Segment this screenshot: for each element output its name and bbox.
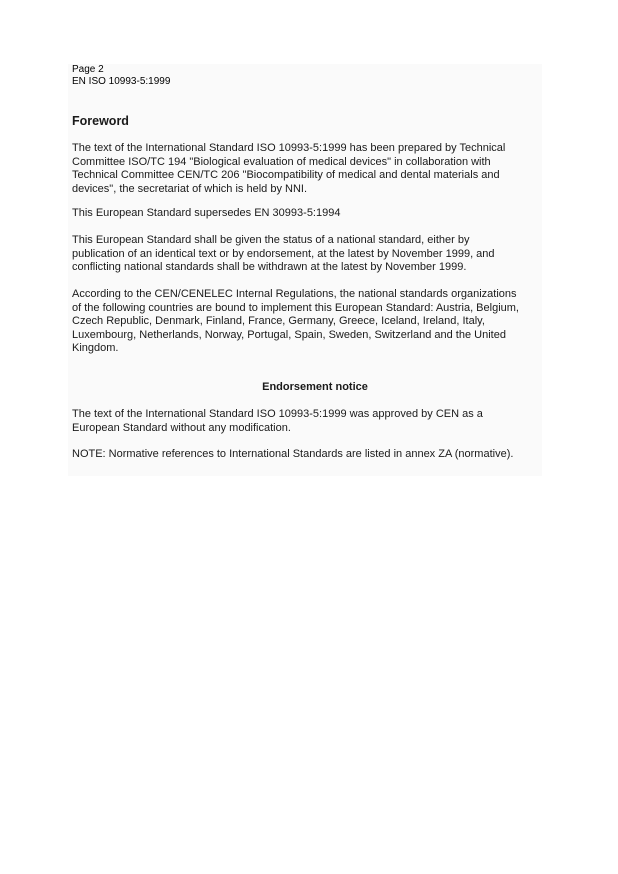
document-id: EN ISO 10993-5:1999 xyxy=(72,76,171,87)
foreword-heading: Foreword xyxy=(72,114,129,128)
text-line: Committee ISO/TC 194 "Biological evaluation of medical devices" in collaboration with xyxy=(72,155,491,168)
text-line: NOTE: Normative references to International Standards are listed in annex ZA (normative). xyxy=(72,448,514,460)
foreword-paragraph-1 xyxy=(72,142,505,196)
text-line: According to the CEN/CENELEC Internal Regulations, the national standards organizations xyxy=(72,288,517,300)
text-line: Kingdom. xyxy=(72,342,119,354)
foreword-paragraph-2 xyxy=(72,207,340,221)
text-line: This European Standard shall be given the status of a national standard, either by xyxy=(72,234,470,246)
text-line: of the following countries are bound to implement this European Standard: Austria, Belgium, xyxy=(72,301,519,314)
text-line: The text of the International Standard ISO 10993-5:1999 has been prepared by Technical xyxy=(72,142,506,154)
text-line: The text of the International Standard ISO 10993-5:1999 was approved by CEN as a xyxy=(72,408,483,420)
text-line: devices", the secretariat of which is held by NNI. xyxy=(72,182,308,195)
text-line: Technical Committee CEN/TC 206 "Biocompatibility of medical and dental materials and xyxy=(72,169,500,181)
text-line: conflicting national standards shall be withdrawn at the latest by November 1999. xyxy=(72,261,467,273)
normative-note xyxy=(72,448,513,462)
text-line: This European Standard supersedes EN 30993-5:1994 xyxy=(72,207,341,219)
text-line: publication of an identical text or by endorsement, at the latest by November 1999, and xyxy=(72,247,495,260)
page-number: Page 2 xyxy=(72,64,104,75)
endorsement-heading: Endorsement notice xyxy=(262,381,368,393)
text-line: Luxembourg, Netherlands, Norway, Portugal, Spain, Sweden, Switzerland and the United xyxy=(72,328,506,341)
foreword-paragraph-4 xyxy=(72,288,519,356)
endorsement-paragraph xyxy=(72,408,483,435)
text-line: Czech Republic, Denmark, Finland, France, Germany, Greece, Iceland, Ireland, Italy, xyxy=(72,315,485,327)
foreword-paragraph-3 xyxy=(72,234,495,275)
text-line: European Standard without any modification. xyxy=(72,421,291,434)
